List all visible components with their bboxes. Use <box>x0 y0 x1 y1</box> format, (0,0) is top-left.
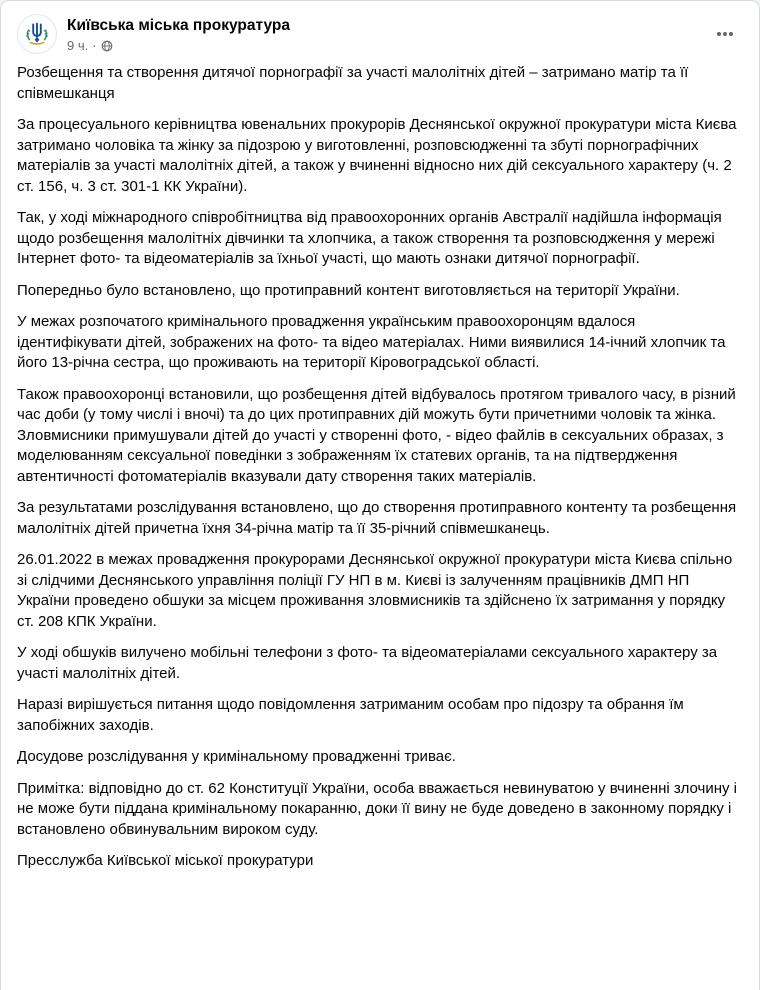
post-meta <box>67 38 707 54</box>
post-paragraph: Попередньо було встановлено, що протиправний контент виготовляється на території України. <box>17 281 680 299</box>
post-paragraph: Також правоохоронці встановили, що розбещення дітей відбувалось протягом тривалого часу, в різний час доби (у тому числі і вночі) та до цих протиправних дій можуть бути причетними чоловік та жінка. Зловмисники примушували дітей до участі у створенні фото, - відео файлів в сексуальних образах, з моделюванням сексуальної поведінки з зображенням їх статевих органів, та на підтвердження автентичності фотоматеріалів вказували дату створення таких матеріалів. <box>17 385 736 485</box>
post-paragraph: Наразі вирішується питання щодо повідомлення затриманим особам про підозру та обрання їм запобіжних заходів. <box>17 696 684 734</box>
post-paragraph: За процесуального керівництва ювенальних прокурорів Деснянської окружної прокуратури міста Києва затримано чоловіка та жінку за підозрою у виготовленні, розповсюдженні та збуті порнографічних матеріалів за участі малолітніх дітей, а також у вчиненні відносно них дій сексуального характеру (ч. 2 ст. 156, ч. 3 ст. 301-1 КК України). <box>17 116 737 195</box>
post-paragraph: Досудове розслідування у кримінальному провадженні триває. <box>17 748 456 765</box>
timestamp-link[interactable]: 9 ч. <box>67 38 89 53</box>
post-paragraph: За результатами розслідування встановлено, що до створення протиправного контенту та розбещення малолітніх дітей причетна їхня 34-річна матір та її 35-річний співмешканець. <box>17 499 737 537</box>
post-paragraph: У ході обшуків вилучено мобільні телефони з фото- та відеоматеріалами сексуального характеру за участі малолітніх дітей. <box>17 644 718 682</box>
ellipsis-horizontal-icon <box>715 24 735 44</box>
header-text <box>67 14 707 54</box>
avatar[interactable] <box>17 14 57 54</box>
post-paragraph: Розбещення та створення дитячої порнографії за участі малолітніх дітей – затримано матір та її співмешканця <box>17 64 689 102</box>
post-header <box>1 1 759 58</box>
post-body <box>1 58 759 886</box>
post-paragraph: Пресслужба Київської міської прокуратури <box>17 852 314 869</box>
page-name-link[interactable]: Київська міська прокуратура <box>67 17 290 34</box>
post-options-button[interactable] <box>707 16 743 52</box>
post-paragraph: Так, у ході міжнародного співробітництва від правоохоронних органів Австралії надійшла інформація щодо розбещення малолітніх дівчинки та хлопчика, а також створення та розповсюдження у мережі Інтернет фото- та відеоматеріалів за їхньої участі, що мають ознаки дитячої порнографії. <box>17 209 722 267</box>
globe-icon <box>101 40 113 52</box>
post-paragraph: 26.01.2022 в межах провадження прокурорами Деснянської окружної прокуратури міста Києва спільно зі слідчими Деснянського управління поліції ГУ НП в м. Києві із залученням працівників ДМП НП України проведено обшуки за місцем проживання зловмисників та здійснено їх затримання у порядку ст. 208 КПК України. <box>17 551 733 630</box>
post-paragraph: У межах розпочатого кримінального провадження українським правоохоронцям вдалося ідентифікувати дітей, зображених на фото- та відео матеріалах. Ними виявилися 14-ічний хлопчик та його 13-річна сестра, що проживають на території Кіровоградської області. <box>17 313 726 371</box>
post-paragraph: Примітка: відповідно до ст. 62 Конституції України, особа вважається невинуватою у вчиненні злочину і не може бути піддана кримінальному покаранню, доки її вину не буде доведено в законному порядку і встановлено обвинувальним вироком суду. <box>17 779 738 838</box>
prosecutor-office-emblem-icon <box>18 14 56 54</box>
meta-separator: · <box>92 38 97 53</box>
